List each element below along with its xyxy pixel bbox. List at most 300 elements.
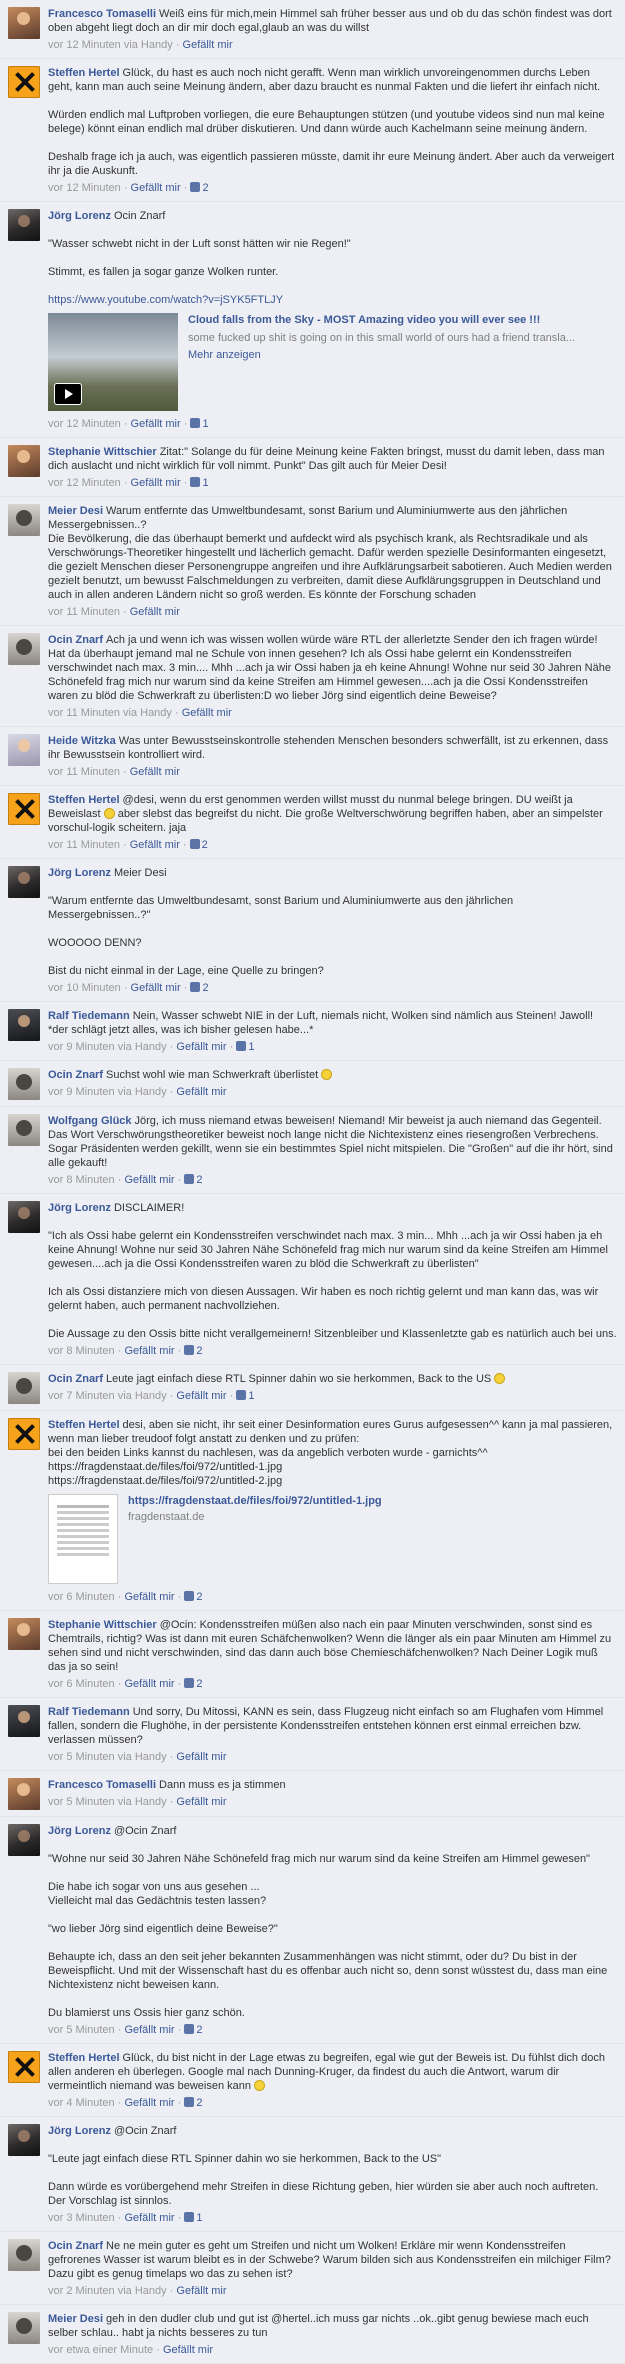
comment-message: desi, aben sie nicht, ihr seit einer Desinformation eures Gurus aufgesessen^^ kann ja mal passieren, wenn man lieber treudoof folgt anstatt zu denken und zu prüfen: bei den beiden Links kannst du nachlesen, was da angeblich verboten wurde - garnichts^^ https://fragdenstaat.de/files/foi/972/untitled-1.jpg https://fragdenstaat.de/files/foi/972/untitled-2.jpg bbox=[48, 1419, 613, 1487]
comment-author[interactable]: Steffen Hertel bbox=[48, 1419, 120, 1431]
avatar[interactable] bbox=[8, 734, 40, 766]
like-count[interactable]: 1 bbox=[190, 477, 208, 489]
avatar[interactable] bbox=[8, 1705, 40, 1737]
separator: · bbox=[180, 182, 191, 194]
comment-message: DISCLAIMER! bbox=[113, 1202, 185, 1214]
comment-message: @desi, wenn du erst genommen werden willst musst du nunmal belege bringen. DU weißt ja Beweislast aber slebst das begreifst du nicht. Die große Weltverschwörung begriffen haben, aber an simpelster vorschul-logik scheitern. jaja bbox=[48, 794, 606, 834]
separator: · bbox=[119, 606, 130, 618]
comment-meta bbox=[48, 2343, 617, 2357]
comment-text bbox=[48, 209, 617, 223]
comment-body bbox=[48, 793, 617, 852]
separator: · bbox=[180, 418, 191, 430]
comment-paragraph: Die habe ich sogar von uns aus gesehen ... Vielleicht mal das Gedächtnis testen lassen? bbox=[48, 1881, 267, 1907]
comment bbox=[0, 1002, 625, 1061]
comment bbox=[0, 1107, 625, 1194]
like-button[interactable]: Gefällt mir bbox=[176, 2285, 227, 2297]
comment-text bbox=[48, 445, 617, 473]
comment-text bbox=[48, 1824, 617, 1838]
avatar[interactable] bbox=[8, 504, 40, 536]
separator: · bbox=[166, 1041, 177, 1053]
comment-timestamp[interactable]: vor 7 Minuten via Handy bbox=[48, 1390, 167, 1402]
comment-author[interactable]: Stephanie Wittschier bbox=[48, 1619, 157, 1631]
like-button[interactable]: Gefällt mir bbox=[162, 2344, 214, 2356]
separator: · bbox=[114, 2024, 125, 2036]
comment-author[interactable]: Steffen Hertel bbox=[48, 794, 120, 806]
comment-message: geh in den dudler club und gut ist @hertel..ich muss gar nichts ..ok..gibt genug bewiese mach euch selber schlau.. habt ja nichts besseres zu tun bbox=[48, 2313, 592, 2339]
comment-timestamp[interactable]: vor 11 Minuten bbox=[48, 839, 120, 851]
comment-meta bbox=[48, 1750, 617, 1764]
comment-text bbox=[48, 633, 617, 703]
comment-author[interactable]: Francesco Tomaselli bbox=[48, 1779, 157, 1791]
comment-author[interactable]: Jörg Lorenz bbox=[48, 1202, 111, 1214]
comment-meta bbox=[48, 706, 617, 720]
comment-meta bbox=[48, 2211, 617, 2225]
comment-paragraph: "wo lieber Jörg sind eigentlich deine Beweise?" bbox=[48, 1923, 278, 1935]
comment-message: Zitat:" Solange du für deine Meinung keine Fakten bringst, musst du damit leben, dass man dich auslacht und nicht wirklich für voll nimmt. Punkt" Das gilt auch für Meier Desi! bbox=[48, 446, 608, 472]
like-button[interactable]: Gefällt mir bbox=[124, 1678, 175, 1690]
comment-body bbox=[48, 1114, 617, 1187]
comment-timestamp[interactable]: vor 12 Minuten via Handy bbox=[48, 39, 173, 51]
comment-body bbox=[48, 1824, 617, 2037]
comment-message: Meier Desi bbox=[113, 867, 167, 879]
smiley-icon bbox=[321, 1069, 332, 1080]
comment-paragraph: "Wohne nur seid 30 Jahren Nähe Schönefeld frag mich nur warum sind da keine Streifen am Himmel gewesen" bbox=[48, 1853, 590, 1865]
comment-body bbox=[48, 866, 617, 995]
separator: · bbox=[180, 477, 191, 489]
comment bbox=[0, 1771, 625, 1817]
comment-meta bbox=[48, 981, 617, 995]
like-button[interactable]: Gefällt mir bbox=[130, 477, 181, 489]
avatar[interactable] bbox=[8, 793, 40, 825]
attachment-info bbox=[128, 1494, 617, 1584]
comment bbox=[0, 2117, 625, 2232]
thumbs-up-icon bbox=[236, 1041, 246, 1051]
comment-text bbox=[48, 1418, 617, 1488]
like-count[interactable]: 2 bbox=[184, 1678, 202, 1690]
comment bbox=[0, 1061, 625, 1107]
comment-timestamp[interactable]: vor etwa einer Minute bbox=[48, 2344, 154, 2356]
separator: · bbox=[174, 1174, 185, 1186]
comment-author[interactable]: Ralf Tiedemann bbox=[48, 1010, 130, 1022]
comment-author[interactable]: Ocin Znarf bbox=[48, 1069, 104, 1081]
avatar[interactable] bbox=[8, 1618, 40, 1650]
comment bbox=[0, 1698, 625, 1771]
thumbs-up-icon bbox=[190, 982, 200, 992]
thumbs-up-icon bbox=[184, 1591, 194, 1601]
avatar[interactable] bbox=[8, 1114, 40, 1146]
avatar[interactable] bbox=[8, 1778, 40, 1810]
comment-body bbox=[48, 445, 617, 490]
comment-meta bbox=[48, 2284, 617, 2298]
comment-author[interactable]: Wolfgang Glück bbox=[48, 1115, 132, 1127]
like-button[interactable]: Gefällt mir bbox=[124, 1174, 175, 1186]
comment bbox=[0, 2305, 625, 2364]
comment-message: Dann muss es ja stimmen bbox=[159, 1779, 286, 1791]
comment-paragraph: Bist du nicht einmal in der Lage, eine Quelle zu bringen? bbox=[48, 965, 324, 977]
thumbs-up-icon bbox=[190, 182, 200, 192]
comment-timestamp[interactable]: vor 5 Minuten via Handy bbox=[48, 1751, 167, 1763]
comment-paragraph: Stimmt, es fallen ja sogar ganze Wolken runter. bbox=[48, 266, 279, 278]
like-button[interactable]: Gefällt mir bbox=[124, 2024, 175, 2036]
comment-message: @Ocin Znarf bbox=[113, 2125, 177, 2137]
comment bbox=[0, 1411, 625, 1611]
avatar[interactable] bbox=[8, 1372, 40, 1404]
separator: · bbox=[114, 1345, 125, 1357]
comment bbox=[0, 1194, 625, 1365]
like-count[interactable]: 2 bbox=[190, 839, 208, 851]
comment-meta bbox=[48, 38, 617, 52]
separator: · bbox=[120, 982, 131, 994]
comment-text bbox=[48, 1372, 617, 1386]
comment-message: Warum entfernte das Umweltbundesamt, sonst Barium und Aluminiumwerte aus den jährlichen Messergebnissen..? Die Bevölkerung, die das überhaupt bemerkt und aufdeckt wird als psychisch krank, als Rechtsradikale und als Verschwörungs-Theoretiker hingestellt und lächerlich gemacht. Dafür werden spezielle Desinformanten eingesetzt, die gezielt Menschen dieser Personengruppe angreifen und ihre Aufklärungsarbeit sabotieren. Auch Medien werden gezielt benutzt, um bewusst Falschmeldungen zu verbreiten, damit diese Aufklärungsgruppen in Deutschland und auch in allen anderen Ländern nicht so groß werden. Es könnte der Forschung schaden bbox=[48, 505, 612, 601]
comment-message: Glück, du hast es auch noch nicht gerafft. Wenn man wirklich unvoreingenommen durchs Leben geht, kann man auch seine Meinung ändern, aber dazu braucht es nunmal Fakten und die liefert ihr einfach nicht. bbox=[48, 67, 601, 93]
comment-timestamp[interactable]: vor 6 Minuten bbox=[48, 1591, 115, 1603]
avatar[interactable] bbox=[8, 209, 40, 241]
comment-paragraph: Du blamierst uns Ossis hier ganz schön. bbox=[48, 2007, 245, 2019]
comment-body bbox=[48, 734, 617, 779]
separator: · bbox=[166, 2285, 177, 2297]
comment-meta bbox=[48, 1173, 617, 1187]
thumbs-up-icon bbox=[190, 839, 200, 849]
like-count[interactable]: 2 bbox=[184, 1345, 202, 1357]
comment-text bbox=[48, 1068, 617, 1082]
comment-paragraph: Die Aussage zu den Ossis bitte nicht verallgemeinern! Sitzenbleiber und Klassenletzte gab es natürlich auch bei uns. bbox=[48, 1328, 617, 1340]
like-count[interactable]: 2 bbox=[184, 1591, 202, 1603]
comment-message: Ocin Znarf bbox=[113, 210, 166, 222]
like-count[interactable]: 2 bbox=[190, 982, 208, 994]
comment-message: Und sorry, Du Mitossi, KANN es sein, dass Flugzeug nicht einfach so am Flughafen vom Himmel fallen, sondern die Flughöhe, in der persistente Kondensstreifen entstehen können erst einmal erreichen bzw. verlassen müssen? bbox=[48, 1706, 607, 1746]
comment-paragraph: "Ich als Ossi habe gelernt ein Kondensstreifen verschwindet nach max. 3 min... Mhh ...ach ja wir Ossi haben ja eh keine Ahnung! Wohne nur seid 30 Jahren Nähe Schönefeld frag mich nur warum sind da keine Streifen am Himmel gewesen....ach ja die Ossi Kondensstreifen waren zu blöd die Schwerkraft zu überlisten" bbox=[48, 1230, 611, 1270]
thumbs-up-icon bbox=[184, 1345, 194, 1355]
comment-body bbox=[48, 633, 617, 720]
attachment-title[interactable]: https://fragdenstaat.de/files/foi/972/untitled-1.jpg bbox=[128, 1495, 382, 1507]
avatar[interactable] bbox=[8, 2051, 40, 2083]
comment-meta bbox=[48, 2023, 617, 2037]
comment-body bbox=[48, 1618, 617, 1691]
video-thumbnail[interactable] bbox=[48, 313, 178, 411]
like-count[interactable]: 2 bbox=[190, 182, 208, 194]
comment-body bbox=[48, 1009, 617, 1054]
like-count[interactable]: 2 bbox=[184, 2024, 202, 2036]
like-button[interactable]: Gefällt mir bbox=[176, 1041, 227, 1053]
comment-meta bbox=[48, 417, 617, 431]
comment bbox=[0, 786, 625, 859]
comment-author[interactable]: Steffen Hertel bbox=[48, 67, 120, 79]
comment-body bbox=[48, 66, 617, 195]
comment-paragraph: Behaupte ich, dass an den seit jeher bekannten Zusammenhängen was nicht stimmt, oder du? Du bist in der Beweispflicht. Und mit der Wissenschaft hast du es offenbar auch nicht so, denn sonst wüsstest du, dass man eine Nichtexistenz nicht beweisen kann. bbox=[48, 1951, 611, 1991]
comment-timestamp[interactable]: vor 11 Minuten bbox=[48, 766, 120, 778]
avatar[interactable] bbox=[8, 2312, 40, 2344]
separator: · bbox=[153, 2344, 163, 2356]
comment-author[interactable]: Ocin Znarf bbox=[48, 634, 104, 646]
thumbs-up-icon bbox=[184, 2212, 194, 2222]
comment bbox=[0, 0, 625, 59]
comment-timestamp[interactable]: vor 8 Minuten bbox=[48, 1345, 115, 1357]
separator: · bbox=[166, 1751, 177, 1763]
comment-message: Glück, du bist nicht in der Lage etwas zu begreifen, egal wie gut der Beweis ist. Du fühlst dich doch allen anderen eh überlegen. Google mal nach Dunning-Kruger, da findest du auch die Antwort, warum dir vermeintlich niemand was beweisen kann bbox=[48, 2052, 609, 2092]
like-button[interactable]: Gefällt mir bbox=[176, 1751, 227, 1763]
thumbs-up-icon bbox=[184, 2024, 194, 2034]
like-button[interactable]: Gefällt mir bbox=[176, 1086, 227, 1098]
attachment-title[interactable]: Cloud falls from the Sky - MOST Amazing video you will ever see !!! bbox=[188, 314, 541, 326]
comment-text bbox=[48, 66, 617, 94]
comment-paragraph: Deshalb frage ich ja auch, was eigentlich passieren müsste, damit ihr eure Meinung ändert. Aber auch da verweigert ihr ja die Auskunft. bbox=[48, 151, 618, 177]
avatar[interactable] bbox=[8, 633, 40, 665]
comment bbox=[0, 2044, 625, 2117]
avatar[interactable] bbox=[8, 1009, 40, 1041]
like-button[interactable]: Gefällt mir bbox=[176, 1796, 227, 1808]
like-button[interactable]: Gefällt mir bbox=[182, 39, 233, 51]
comment bbox=[0, 202, 625, 438]
separator: · bbox=[114, 1591, 125, 1603]
thumbs-up-icon bbox=[236, 1390, 246, 1400]
comment-message: Jörg, ich muss niemand etwas beweisen! Niemand! Mir beweist ja auch niemand das Gegenteil. Das Wort Verschwörungstheoretiker beweist noch lange nicht die Nichtexistenz eines riesengroßen Verbrechens. Sogar Präsidenten werden gekillt, wenn sie ein bestimmtes Spiel nicht mitspielen. Die "Großen" auf die ihr hört, sind alle gekauft! bbox=[48, 1115, 616, 1169]
comment-message: Ach ja und wenn ich was wissen wollen würde wäre RTL der allerletzte Sender den ich fragen würde! Hat da überhaupt jemand mal ne Schule von innen gesehen? Ich als Ossi habe gelernt ein Kondensstreifen verschwindet nach max. 3 min.... Mhh ...ach ja wir Ossi haben ja eh keine Ahnung! Wohne nur seid 30 Jahren Nähe Schönefeld frag mich nur warum sind da keine Streifen am Himmel gewesen....ach ja die Ossi Kondensstreifen waren zu blöd die Schwerkraft zu überlisten:D wo lieber Jörg sind eigentlich deine Beweise? bbox=[48, 634, 615, 702]
separator: · bbox=[120, 418, 131, 430]
comment-author[interactable]: Jörg Lorenz bbox=[48, 210, 111, 222]
comment-author[interactable]: Heide Witzka bbox=[48, 735, 116, 747]
comment-author[interactable]: Jörg Lorenz bbox=[48, 1825, 111, 1837]
comment-meta bbox=[48, 1389, 617, 1403]
avatar[interactable] bbox=[8, 2124, 40, 2156]
comment-timestamp[interactable]: vor 5 Minuten bbox=[48, 2024, 115, 2036]
separator: · bbox=[226, 1041, 237, 1053]
comment bbox=[0, 727, 625, 786]
separator: · bbox=[166, 1086, 177, 1098]
comment-timestamp[interactable]: vor 3 Minuten bbox=[48, 2212, 115, 2224]
comment-paragraph: Dann würde es vorübergehend mehr Streifen in diese Richtung geben, hier würden sie aber auch noch auftreten. Der Vorschlag ist sinnlos. bbox=[48, 2181, 602, 2207]
comment-paragraph: Ich als Ossi distanziere mich von diesen Aussagen. Wir haben es noch richtig gelernt und man kann das, was wir gelernt haben, auch permanent nachvollziehen. bbox=[48, 1286, 602, 1312]
comment-text bbox=[48, 2312, 617, 2340]
comment-paragraph: "Warum entfernte das Umweltbundesamt, sonst Barium und Aluminiumwerte aus den jährlichen Messergebnissen..?" bbox=[48, 895, 517, 921]
separator: · bbox=[174, 2212, 185, 2224]
comment-body bbox=[48, 2312, 617, 2357]
comment bbox=[0, 2232, 625, 2305]
like-button[interactable]: Gefällt mir bbox=[130, 982, 181, 994]
attachment-description: some fucked up shit is going on in this small world of ours had a friend transla... bbox=[188, 332, 576, 344]
comment-timestamp[interactable]: vor 6 Minuten bbox=[48, 1678, 115, 1690]
comment-body bbox=[48, 1201, 617, 1358]
smiley-icon bbox=[494, 1373, 505, 1384]
comment-author[interactable]: Ocin Znarf bbox=[48, 2240, 104, 2252]
thumbs-up-icon bbox=[190, 477, 200, 487]
comment bbox=[0, 859, 625, 1002]
attachment-domain: fragdenstaat.de bbox=[128, 1511, 205, 1523]
comment-meta bbox=[48, 1795, 617, 1809]
comment-text bbox=[48, 1705, 617, 1747]
thumbs-up-icon bbox=[184, 1678, 194, 1688]
like-button[interactable]: Gefällt mir bbox=[130, 418, 181, 430]
comment-timestamp[interactable]: vor 10 Minuten bbox=[48, 982, 121, 994]
separator: · bbox=[114, 1174, 125, 1186]
comment-message: Leute jagt einfach diese RTL Spinner dahin wo sie herkommen, Back to the US bbox=[106, 1373, 505, 1385]
separator: · bbox=[179, 839, 190, 851]
comment-body bbox=[48, 2124, 617, 2225]
comment-author[interactable]: Ralf Tiedemann bbox=[48, 1706, 130, 1718]
comment-paragraph: "Leute jagt einfach diese RTL Spinner dahin wo sie herkommen, Back to the US" bbox=[48, 2153, 442, 2165]
comment-body bbox=[48, 2051, 617, 2110]
like-button[interactable]: Gefällt mir bbox=[124, 1345, 175, 1357]
avatar[interactable] bbox=[8, 1824, 40, 1856]
like-count[interactable]: 2 bbox=[184, 1174, 202, 1186]
like-button[interactable]: Gefällt mir bbox=[124, 1591, 175, 1603]
comment-timestamp[interactable]: vor 4 Minuten bbox=[48, 2097, 115, 2109]
comment-text bbox=[48, 1009, 617, 1037]
avatar[interactable] bbox=[8, 1068, 40, 1100]
comment-message: Weiß eins für mich,mein Himmel sah früher besser aus und ob du das schön findest was dort oben abgeht liegt doch an dir mir doch egal,glaub an was du willst bbox=[48, 8, 615, 34]
thumbs-up-icon bbox=[184, 2097, 194, 2107]
smiley-icon bbox=[104, 808, 115, 819]
comment-message: Was unter Bewusstseinskontrolle stehenden Menschen besonders schwerfällt, ist zu erkennen, dass ihr Bewusstsein kontrolliert wird. bbox=[48, 735, 612, 761]
separator: · bbox=[174, 1345, 185, 1357]
comment-timestamp[interactable]: vor 9 Minuten via Handy bbox=[48, 1086, 167, 1098]
comment-timestamp[interactable]: vor 12 Minuten bbox=[48, 477, 121, 489]
like-count[interactable]: 2 bbox=[184, 2097, 202, 2109]
comment-text bbox=[48, 793, 617, 835]
like-count[interactable]: 1 bbox=[190, 418, 208, 430]
comment-meta bbox=[48, 1677, 617, 1691]
separator: · bbox=[226, 1390, 237, 1402]
attachment-info bbox=[188, 313, 617, 411]
separator: · bbox=[171, 707, 182, 719]
comment-text bbox=[48, 1778, 617, 1792]
avatar[interactable] bbox=[8, 7, 40, 39]
avatar[interactable] bbox=[8, 1418, 40, 1450]
show-more-link[interactable]: Mehr anzeigen bbox=[188, 349, 261, 361]
comment-message: Suchst wohl wie man Schwerkraft überlistet bbox=[106, 1069, 332, 1081]
separator: · bbox=[172, 39, 183, 51]
comment-body bbox=[48, 1068, 617, 1100]
comment-timestamp[interactable]: vor 11 Minuten via Handy bbox=[48, 707, 172, 719]
separator: · bbox=[120, 477, 131, 489]
comment-meta bbox=[48, 1344, 617, 1358]
separator: · bbox=[114, 2097, 125, 2109]
comment-text bbox=[48, 2051, 617, 2093]
comment-paragraph: WOOOOO DENN? bbox=[48, 937, 142, 949]
like-button[interactable]: Gefällt mir bbox=[176, 1390, 227, 1402]
comment-author[interactable]: Jörg Lorenz bbox=[48, 2125, 111, 2137]
like-button[interactable]: Gefällt mir bbox=[124, 2212, 175, 2224]
play-icon[interactable] bbox=[54, 383, 82, 405]
comment-author[interactable]: Stephanie Wittschier bbox=[48, 446, 157, 458]
like-count[interactable]: 1 bbox=[236, 1041, 254, 1053]
comment-body bbox=[48, 504, 617, 619]
comment bbox=[0, 1817, 625, 2044]
comment-text bbox=[48, 2124, 617, 2138]
separator: · bbox=[119, 766, 130, 778]
comment-text bbox=[48, 1201, 617, 1215]
avatar[interactable] bbox=[8, 445, 40, 477]
comment-text bbox=[48, 1618, 617, 1674]
comment-timestamp[interactable]: vor 8 Minuten bbox=[48, 1174, 115, 1186]
comment-meta bbox=[48, 765, 617, 779]
comment-text bbox=[48, 7, 617, 35]
like-button[interactable]: Gefällt mir bbox=[124, 2097, 175, 2109]
separator: · bbox=[119, 839, 130, 851]
comment-link[interactable]: https://www.youtube.com/watch?v=jSYK5FTLJY bbox=[48, 294, 284, 306]
comment-paragraph: Würden endlich mal Luftproben vorliegen, die eure Behauptungen stützen (und youtube videos sind nun mal keine belege) könnt einan endlich mal drüber diskutieren. Und dann würde auch Kachelmann seine meinung ändern. bbox=[48, 109, 608, 135]
thumbs-up-icon bbox=[184, 1174, 194, 1184]
comment-meta bbox=[48, 476, 617, 490]
comment-meta bbox=[48, 2096, 617, 2110]
comment-meta bbox=[48, 181, 617, 195]
link-attachment[interactable] bbox=[48, 313, 617, 411]
comment-text bbox=[48, 866, 617, 880]
comment-author[interactable]: Meier Desi bbox=[48, 2313, 104, 2325]
like-button[interactable]: Gefällt mir bbox=[129, 839, 180, 851]
separator: · bbox=[166, 1390, 177, 1402]
comment-text bbox=[48, 504, 617, 602]
like-button[interactable]: Gefällt mir bbox=[130, 182, 181, 194]
comment-body bbox=[48, 209, 617, 431]
comment-text bbox=[48, 734, 617, 762]
comment-meta bbox=[48, 838, 617, 852]
avatar[interactable] bbox=[8, 66, 40, 98]
comment-timestamp[interactable]: vor 12 Minuten bbox=[48, 182, 121, 194]
comment-body bbox=[48, 1418, 617, 1604]
comment-meta bbox=[48, 1085, 617, 1099]
comment-body bbox=[48, 1372, 617, 1404]
comment-timestamp[interactable]: vor 12 Minuten bbox=[48, 418, 121, 430]
comment-message: @Ocin: Kondensstreifen müßen also nach ein paar Minuten verschwinden, sonst sind es Chemtrails, richtig? Was ist dann mit euren Schäfchenwolken? Wenn die länger als ein paar Minuten am Himmel zu sehen sind und nicht verschwinden, sind das dann auch böse Chemieschäfchenwolken? Nach Deiner Logik muß das ja so sein! bbox=[48, 1619, 615, 1673]
comment-text bbox=[48, 1114, 617, 1170]
comment bbox=[0, 1365, 625, 1411]
comment-timestamp[interactable]: vor 5 Minuten via Handy bbox=[48, 1796, 167, 1808]
avatar[interactable] bbox=[8, 866, 40, 898]
smiley-icon bbox=[254, 2080, 265, 2091]
separator: · bbox=[174, 2097, 185, 2109]
thumbs-up-icon bbox=[190, 418, 200, 428]
like-button[interactable]: Gefällt mir bbox=[129, 766, 180, 778]
comment bbox=[0, 438, 625, 497]
avatar[interactable] bbox=[8, 1201, 40, 1233]
separator: · bbox=[174, 1678, 185, 1690]
comment-timestamp[interactable]: vor 2 Minuten via Handy bbox=[48, 2285, 167, 2297]
comment-text bbox=[48, 2239, 617, 2281]
comment-body bbox=[48, 7, 617, 52]
separator: · bbox=[114, 2212, 125, 2224]
link-attachment[interactable] bbox=[48, 1494, 617, 1584]
avatar[interactable] bbox=[8, 2239, 40, 2271]
comment-body bbox=[48, 1778, 617, 1810]
comment-author[interactable]: Steffen Hertel bbox=[48, 2052, 120, 2064]
separator: · bbox=[166, 1796, 177, 1808]
comment-timestamp[interactable]: vor 9 Minuten via Handy bbox=[48, 1041, 167, 1053]
separator: · bbox=[174, 1591, 185, 1603]
comment bbox=[0, 497, 625, 626]
comment-author[interactable]: Francesco Tomaselli bbox=[48, 8, 157, 20]
comment-author[interactable]: Meier Desi bbox=[48, 505, 104, 517]
like-count[interactable]: 1 bbox=[184, 2212, 202, 2224]
separator: · bbox=[174, 2024, 185, 2036]
comment bbox=[0, 626, 625, 727]
comment-author[interactable]: Jörg Lorenz bbox=[48, 867, 111, 879]
comment-body bbox=[48, 1705, 617, 1764]
like-button[interactable]: Gefällt mir bbox=[181, 707, 232, 719]
separator: · bbox=[114, 1678, 125, 1690]
like-count[interactable]: 1 bbox=[236, 1390, 254, 1402]
document-thumbnail[interactable] bbox=[48, 1494, 118, 1584]
separator: · bbox=[180, 982, 191, 994]
comment bbox=[0, 59, 625, 202]
comment-message: @Ocin Znarf bbox=[113, 1825, 177, 1837]
comment-paragraph: "Wasser schwebt nicht in der Luft sonst hätten wir nie Regen!" bbox=[48, 238, 351, 250]
comment-meta bbox=[48, 1590, 617, 1604]
comment-timestamp[interactable]: vor 11 Minuten bbox=[48, 606, 120, 618]
comment-author[interactable]: Ocin Znarf bbox=[48, 1373, 104, 1385]
like-button[interactable]: Gefällt mir bbox=[129, 606, 180, 618]
comment-meta bbox=[48, 605, 617, 619]
